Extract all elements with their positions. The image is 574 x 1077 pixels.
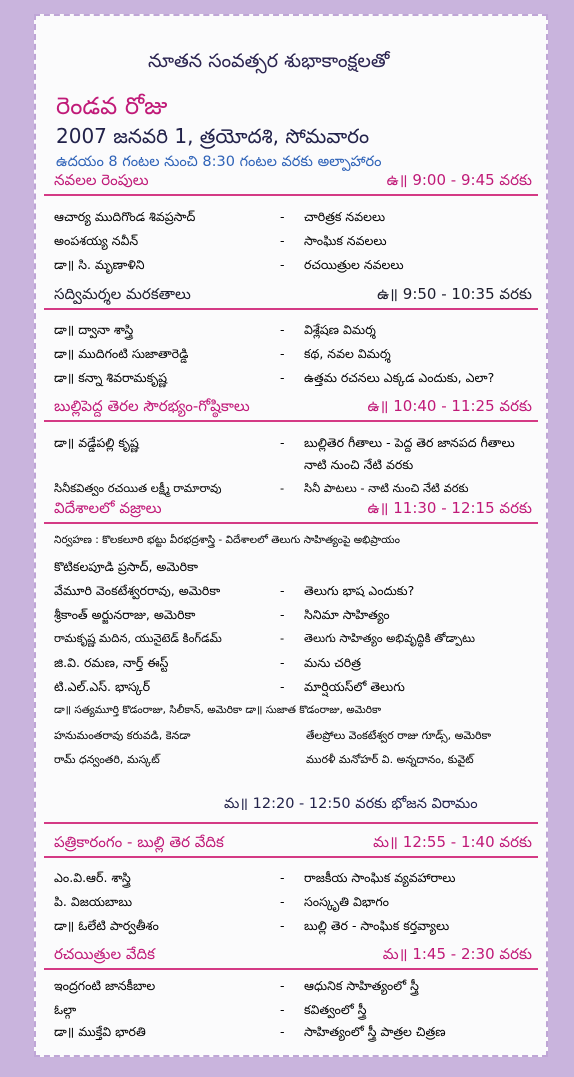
list-item: [54, 870, 532, 892]
section-time: ఉ॥ 11:30 - 12:15 వరకు: [367, 499, 532, 517]
dash: -: [280, 870, 285, 885]
dash: -: [280, 607, 285, 622]
talk-topic: బుల్లి తెర - సాంఘిక కర్తవ్యాలు: [304, 918, 450, 933]
date-line: 2007 జనవరి 1, త్రయోదశి, సోమవారం: [56, 124, 370, 148]
speaker-name: హనుమంతరావు కరువడి, కెనడా: [54, 729, 191, 742]
dash: -: [280, 631, 285, 645]
section-divider: [44, 822, 538, 824]
dash: -: [280, 209, 285, 224]
section-criticism: [44, 280, 538, 310]
speaker-name: ఇంద్రగంటి జానకీబాల: [54, 978, 156, 993]
section-time: మ॥ 12:55 - 1:40 వరకు: [373, 833, 532, 851]
list-item: [54, 346, 532, 368]
section-time: ఉ॥ 10:40 - 11:25 వరకు: [367, 397, 532, 415]
speaker-name: రామకృష్ణ మదిన, యునైటెడ్ కింగ్‌డమ్: [54, 631, 222, 645]
section-title: బుల్లిపెద్ద తెరల సౌరభ్యం-గోష్ఠికాలు: [54, 397, 250, 415]
list-item: [54, 679, 532, 701]
talk-topic: రచయిత్రుల నవలలు: [304, 257, 404, 272]
list-item: [54, 370, 532, 392]
speaker-name: అంపశయ్య నవీన్: [54, 233, 139, 248]
speaker-name: మురళీ మనోహర్ వి. అన్నదానం, కువైట్: [306, 753, 474, 766]
greeting: నూతన సంవత్సర శుభాకాంక్షలతో: [148, 50, 390, 72]
dash: -: [280, 894, 285, 909]
speaker-name: ఓల్గా: [54, 1002, 77, 1017]
section-time: ఉ॥ 9:50 - 10:35 వరకు: [377, 285, 532, 303]
section-screen: [44, 392, 538, 422]
list-item: [54, 655, 532, 677]
list-item: [54, 257, 532, 279]
section-time: మ॥ 1:45 - 2:30 వరకు: [382, 945, 532, 963]
talk-topic: సినీ పాటలు - నాటి నుంచి నేటి వరకు: [304, 481, 469, 495]
program-sheet: [34, 14, 548, 1057]
section-title: విదేశాలలో వజ్రాలు: [54, 499, 162, 517]
section-title: నవలల రెంపులు: [54, 171, 149, 189]
talk-topic: చారిత్రక నవలలు: [304, 209, 386, 224]
speaker-name: డా॥ ముక్తేవి భారతి: [54, 1024, 146, 1039]
dash: -: [280, 679, 285, 694]
section-title: సద్విమర్శల మరకతాలు: [54, 285, 191, 303]
list-item: [54, 607, 532, 629]
lunch-break: మ॥ 12:20 - 12:50 వరకు భోజన విరామం: [224, 796, 478, 812]
speaker-name: వేమూరి వెంకటేశ్వరరావు, అమెరికా: [54, 583, 221, 598]
dash: -: [280, 322, 285, 337]
section-divider: [44, 194, 538, 196]
speaker-name: రామ్ ధన్వంతరి, మస్కట్: [54, 753, 160, 766]
speaker-name: టి.ఎల్.ఎస్. భాస్కర్: [54, 679, 151, 694]
speaker-name: సినీకవిత్వం రచయిత లక్ష్మీ రామారావు: [54, 481, 222, 495]
dash: -: [280, 918, 285, 933]
speaker-name: డా॥ కన్నా శివరామకృష్ణ: [54, 370, 168, 385]
speaker-name: డా॥ సి. మృణాళిని: [54, 257, 145, 272]
talk-topic: రాజకీయ సాంఘిక వ్యవహారాలు: [304, 870, 456, 885]
speaker-name: డా॥ వడ్డేపల్లి కృష్ణ: [54, 435, 139, 450]
section-press: [44, 828, 538, 858]
list-item: [54, 753, 532, 775]
section-women-writers: [44, 940, 538, 970]
speaker-name: డా॥ ముదిగంటి సుజాతారెడ్డి: [54, 346, 189, 361]
dash: -: [280, 1024, 285, 1039]
section-time: ఉ॥ 9:00 - 9:45 వరకు: [386, 171, 532, 189]
list-item: [54, 631, 532, 653]
list-item: [54, 894, 532, 916]
talk-topic: బుల్లితెర గీతాలు - పెద్ద తెర జానపద గీతాలు: [304, 435, 515, 450]
section-abroad: [44, 494, 538, 524]
speaker-name: తేలప్రోలు వెంకటేశ్వర రాజు గూడ్స్, అమెరికా: [306, 729, 492, 742]
list-item: [54, 435, 532, 457]
talk-topic: విశ్లేషణ విమర్శ: [304, 322, 376, 337]
speaker-name: డా॥ ద్వానా శాస్త్రి: [54, 322, 134, 337]
section-title: రచయిత్రుల వేదిక: [54, 945, 155, 963]
section-novels: [44, 166, 538, 196]
section-divider: [44, 968, 538, 970]
speaker-name: జి.వి. రమణ, నార్త్ ఈస్ట్: [54, 655, 169, 670]
talk-topic: ఆధునిక సాహిత్యంలో స్త్రీ: [304, 978, 419, 993]
speaker-name: శ్రీకాంత్ అర్జునరాజు, అమెరికా: [54, 607, 196, 622]
list-item: [54, 457, 532, 479]
list-item: డా॥ సత్యమూర్తి కొడంరాజు, సిలీకాన్, అమెరికా డా॥ సుజాత కొడంరాజు, అమెరికా: [54, 704, 382, 716]
talk-topic: తెలుగు సాహిత్యం అభివృద్ధికి తోడ్పాటు: [304, 631, 475, 645]
dash: -: [280, 346, 285, 361]
dash: -: [280, 481, 285, 495]
list-item: [54, 918, 532, 940]
list-item: [54, 1024, 532, 1046]
speaker-name: కొటికలపూడి ప్రసాద్, అమెరికా: [54, 559, 198, 574]
speaker-name: ఆచార్య ముదిగొండ శివప్రసాద్: [54, 209, 196, 224]
talk-topic: కవిత్వంలో స్త్రీ: [304, 1002, 367, 1017]
breakfast-note: ఉదయం 8 గంటల నుంచి 8:30 గంటల వరకు అల్పాహారం: [56, 154, 382, 170]
dash: -: [280, 1002, 285, 1017]
dash: -: [280, 233, 285, 248]
list-item: [54, 1002, 532, 1024]
list-item: [54, 209, 532, 231]
list-item: [54, 559, 532, 581]
section-divider: [44, 308, 538, 310]
speaker-name: ఎం.వి.ఆర్. శాస్త్రి: [54, 870, 131, 885]
dash: -: [280, 978, 285, 993]
list-item: [54, 583, 532, 605]
talk-topic: ఉత్తమ రచనలు ఎక్కడ ఎందుకు, ఎలా?: [304, 370, 495, 385]
dash: -: [280, 655, 285, 670]
talk-topic: సంస్కృతి విభాగం: [304, 894, 389, 909]
speaker-name: డా॥ ఓలేటి పార్వతీశం: [54, 918, 159, 933]
talk-topic: సాంఘిక నవలలు: [304, 233, 387, 248]
section-title: పత్రికారంగం - బుల్లి తెర వేదిక: [54, 833, 224, 851]
list-item: [54, 978, 532, 1000]
speaker-name: పి. విజయబాబు: [54, 894, 133, 909]
section-divider: [44, 522, 538, 524]
talk-topic: కథ, నవల విమర్శ: [304, 346, 391, 361]
section-divider: [44, 420, 538, 422]
talk-topic: మార్షియస్‌లో తెలుగు: [304, 679, 405, 694]
talk-topic: తెలుగు భాష ఎందుకు?: [304, 583, 415, 598]
section-divider: [44, 856, 538, 858]
day-title: రెండవ రోజు: [56, 92, 168, 120]
dash: -: [280, 370, 285, 385]
moderator-line: నిర్వహణ : కొలకలూరి భట్టు వీరభద్రశాస్త్రి - విదేశాలలో తెలుగు సాహిత్యంపై అభిప్రాయం: [54, 534, 400, 546]
talk-topic: మను చరిత్ర: [304, 655, 361, 670]
talk-topic: సినిమా సాహిత్యం: [304, 607, 390, 622]
dash: -: [280, 257, 285, 272]
list-item: [54, 322, 532, 344]
dash: -: [280, 435, 285, 450]
talk-topic: సాహిత్యంలో స్త్రీ పాత్రల చిత్రణ: [304, 1024, 446, 1039]
list-item: [54, 233, 532, 255]
list-item: [54, 729, 532, 751]
dash: -: [280, 583, 285, 598]
talk-topic: నాటి నుంచి నేటి వరకు: [304, 457, 414, 472]
